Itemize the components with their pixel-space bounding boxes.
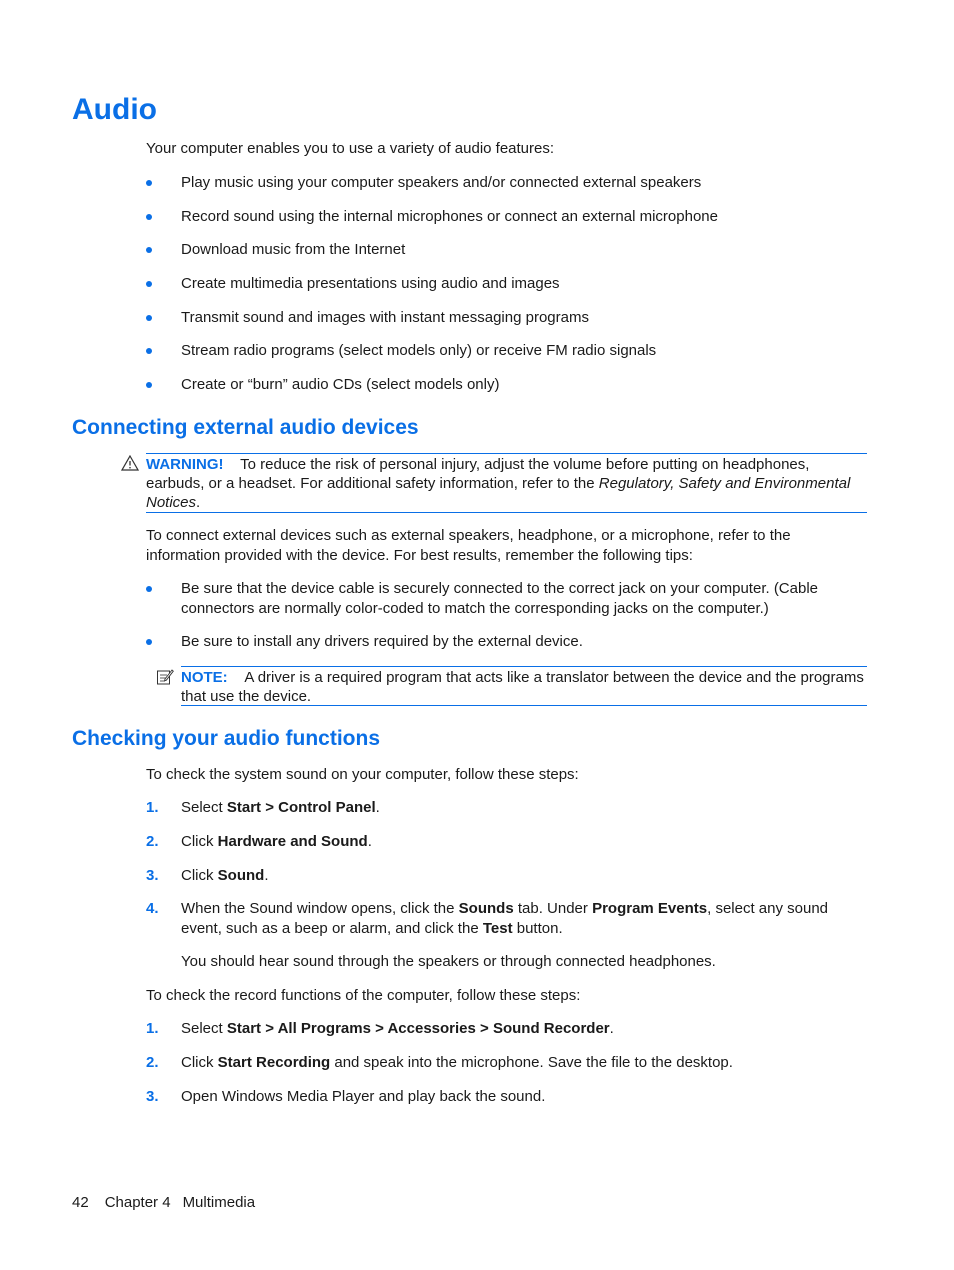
intro-text: Your computer enables you to use a variety of audio features: <box>146 140 555 157</box>
bullet-icon <box>146 639 152 645</box>
chapter-title: Multimedia <box>182 1194 256 1211</box>
warning-label: WARNING! <box>146 456 224 473</box>
bullet-icon <box>146 214 152 220</box>
bullet-icon <box>146 382 152 388</box>
bullet-icon <box>146 180 152 186</box>
note-icon <box>156 668 174 686</box>
note-label: NOTE: <box>181 669 228 686</box>
page-footer <box>72 1193 271 1212</box>
bullet-icon <box>146 348 152 354</box>
warning-callout: WARNING! To reduce the risk of personal injury, adjust the volume before putting on headphones, earbuds, or a headset. For additional safety information, refer to the Regulatory, Safety and Environmental Notices. <box>146 453 867 513</box>
body-paragraph: To connect external devices such as external speakers, headphone, or a microphone, refer to the information provided with the device. For best results, remember the following tips: <box>146 527 791 564</box>
step-followup: You should hear sound through the speakers or through connected headphones. <box>181 953 716 970</box>
warning-reference: Regulatory, Safety and Environmental Notices <box>146 475 851 511</box>
section-heading: Checking your audio functions <box>72 727 381 750</box>
chapter-label: Chapter 4 <box>104 1194 171 1211</box>
bullet-icon <box>146 315 152 321</box>
body-paragraph: To check the record functions of the computer, follow these steps: <box>146 987 581 1004</box>
note-text: A driver is a required program that acts like a translator between the device and the programs that use the device. <box>181 669 864 705</box>
page-title: Audio <box>72 93 157 126</box>
bullet-icon <box>146 247 152 253</box>
bullet-icon <box>146 586 152 592</box>
warning-icon <box>121 455 139 471</box>
body-paragraph: To check the system sound on your computer, follow these steps: <box>146 766 579 783</box>
page-number: 42 <box>72 1194 89 1211</box>
bullet-icon <box>146 281 152 287</box>
warning-text: To reduce the risk of personal injury, adjust the volume before putting on headphones, earbuds, or a headset. For additional safety information, refer to the <box>146 456 810 492</box>
section-heading: Connecting external audio devices <box>72 416 419 439</box>
note-callout <box>181 666 867 706</box>
